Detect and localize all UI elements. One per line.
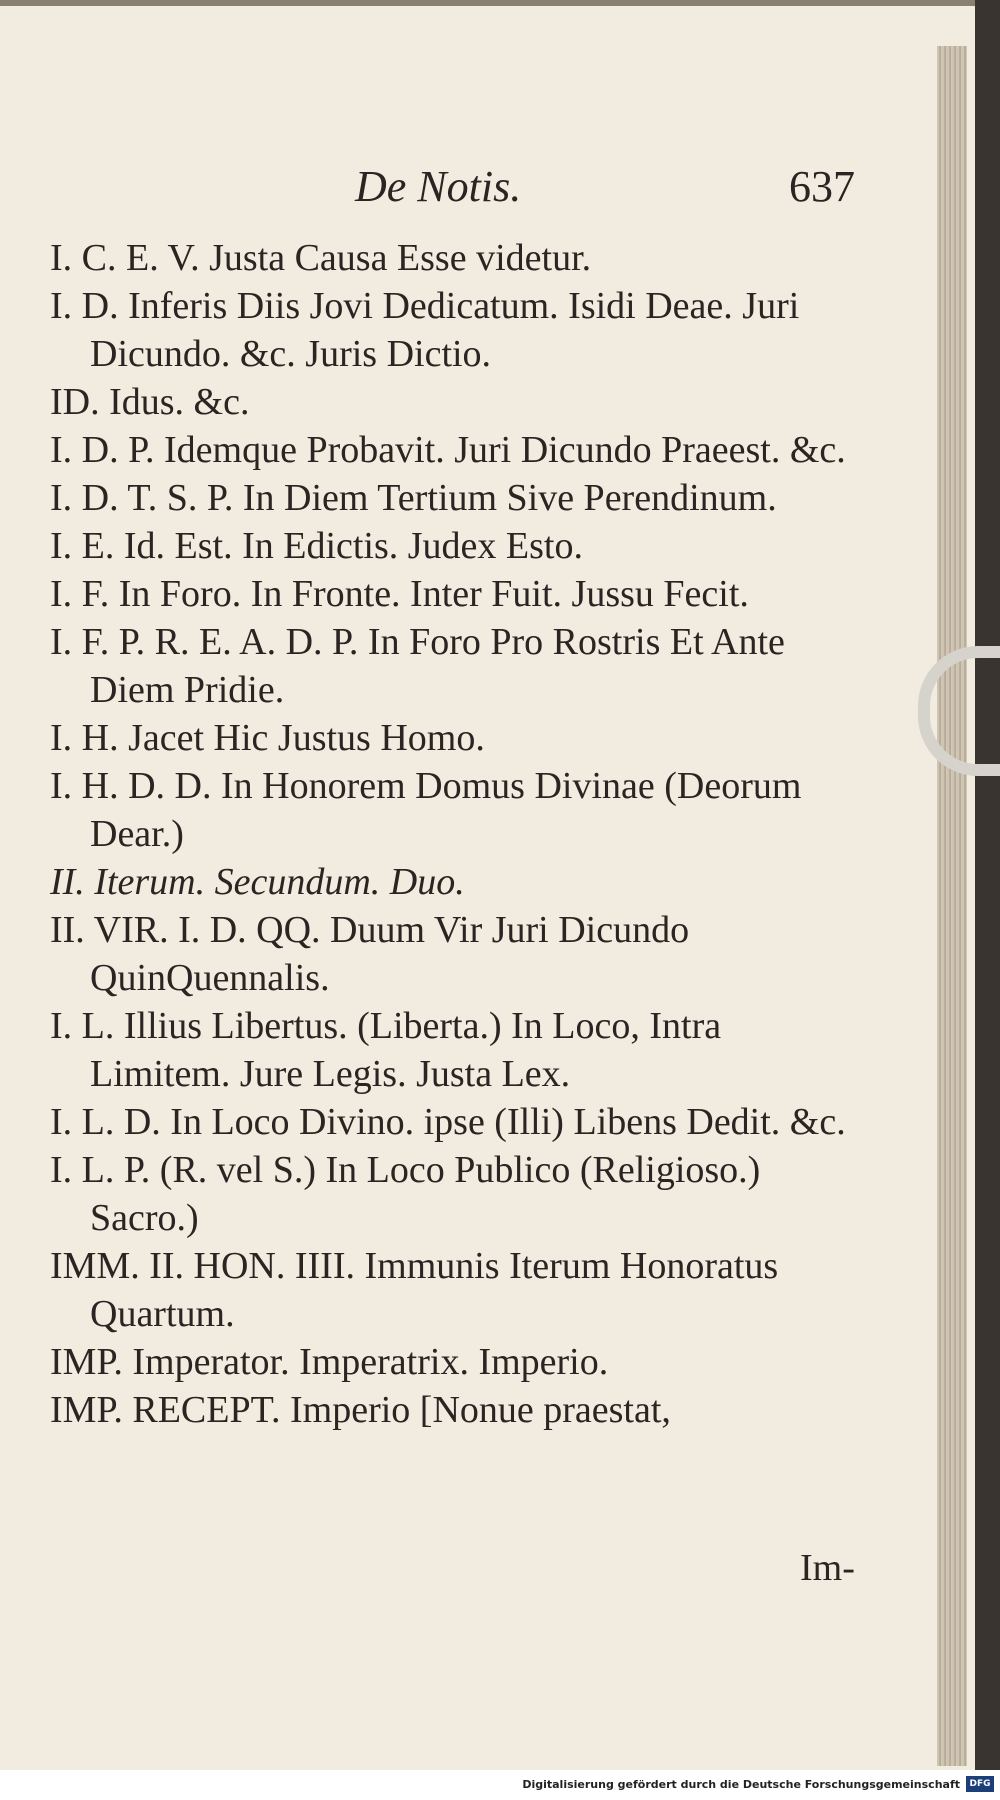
page-edge [937, 46, 967, 1766]
list-item: IMP. RECEPT. Imperio [Nonue praestat, [50, 1389, 671, 1431]
list-item: ID. Idus. &c. [50, 381, 250, 423]
list-item: I. H. D. D. In Honorem Domus Divinae (Deorum Dear.) [50, 765, 802, 855]
footer-bar [0, 1770, 1000, 1800]
catchword: Im- [800, 1547, 855, 1589]
page-number: 637 [789, 162, 855, 211]
page-header [355, 161, 855, 221]
list-item: I. L. Illius Libertus. (Liberta.) In Loco, Intra Limitem. Jure Legis. Justa Lex. [50, 1005, 722, 1095]
list-item: I. E. Id. Est. In Edictis. Judex Esto. [50, 525, 583, 567]
running-title: De Notis. [355, 162, 522, 211]
page-clip [918, 646, 1000, 776]
abbreviation-list [50, 234, 870, 1434]
list-item: I. D. P. Idemque Probavit. Juri Dicundo Praeest. &c. [50, 429, 846, 471]
list-item: I. F. In Foro. In Fronte. Inter Fuit. Jussu Fecit. [50, 573, 749, 615]
list-item: IMP. Imperator. Imperatrix. Imperio. [50, 1341, 609, 1383]
list-item: I. D. Inferis Diis Jovi Dedicatum. Isidi Deae. Juri Dicundo. &c. Juris Dictio. [50, 285, 800, 375]
list-item: I. D. T. S. P. In Diem Tertium Sive Perendinum. [50, 477, 777, 519]
list-item: I. F. P. R. E. A. D. P. In Foro Pro Rostris Et Ante Diem Pridie. [50, 621, 785, 711]
footer-credit: Digitalisierung gefördert durch die Deutsche Forschungsgemeinschaft [522, 1778, 960, 1791]
list-item: II. VIR. I. D. QQ. Duum Vir Juri Dicundo QuinQuennalis. [50, 909, 690, 999]
list-item: IMM. II. HON. IIII. Immunis Iterum Honoratus Quartum. [50, 1245, 779, 1335]
list-item: I. L. D. In Loco Divino. ipse (Illi) Libens Dedit. &c. [50, 1101, 846, 1143]
dfg-logo-icon: DFG [966, 1776, 994, 1792]
list-item: I. H. Jacet Hic Justus Homo. [50, 717, 485, 759]
list-item: II. Iterum. Secundum. Duo. [50, 861, 465, 903]
list-item: I. L. P. (R. vel S.) In Loco Publico (Religioso.) Sacro.) [50, 1149, 761, 1239]
list-item: I. C. E. V. Justa Causa Esse videtur. [50, 237, 592, 279]
